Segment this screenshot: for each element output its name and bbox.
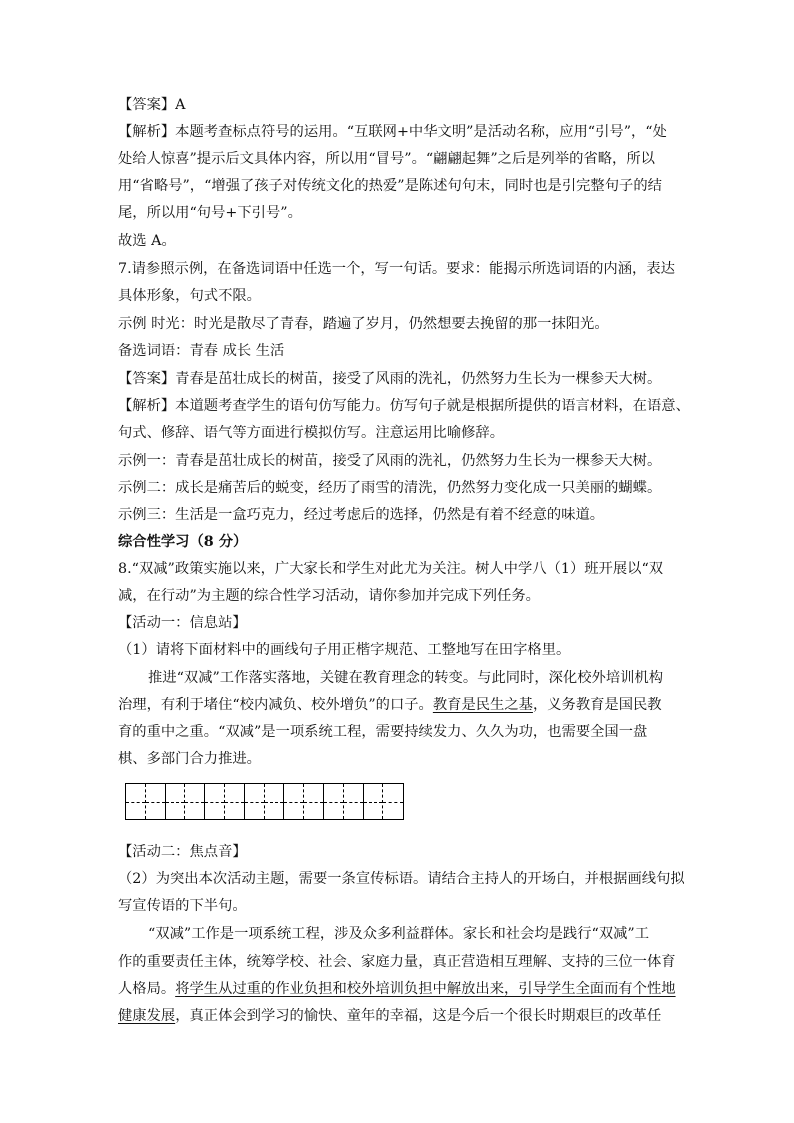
- underlined-sentence: 教育是民生之基: [432, 697, 533, 713]
- sample-3: 示例三：生活是一盒巧克力，经过考虑后的选择，仍然是有着不经意的味道。: [118, 507, 605, 523]
- activity-2-title: 【活动二：焦点音】: [118, 844, 247, 860]
- example-line: 示例 时光：时光是散尽了青春，踏遍了岁月，仍然想要去挽留的那一抹阳光。: [118, 316, 609, 332]
- analysis-6-line-3: 用“省略号”，“增强了孩子对传统文化的热爱”是陈述句句末，同时也是引完整句子的结: [118, 178, 662, 194]
- underlined-sentence-part-2: 健康发展: [118, 1008, 176, 1024]
- candidate-words: 备选词语：青春 成长 生活: [118, 343, 285, 359]
- analysis-7-line-1: 【解析】本道题考查学生的语句仿写能力。仿写句子就是根据所提供的语言材料，在语意、: [118, 398, 690, 414]
- grid-half-cell[interactable]: [166, 784, 186, 819]
- analysis-6-line-4: 尾，所以用“句号+下引号”。: [118, 205, 302, 221]
- host-speech-line-2: 作的重要责任主体，统筹学校、社会、家庭力量，真正营造相互理解、支持的三位一体育: [118, 954, 676, 970]
- grid-half-cell[interactable]: [265, 784, 285, 819]
- sample-1: 示例一：青春是茁壮成长的树苗，接受了风雨的洗礼，仍然努力生长为一棵参天大树。: [118, 453, 662, 469]
- material-line-2: 治理，有利于堵住“校内减负、校外增负”的口子。教育是民生之基，义务教育是国民教: [118, 697, 662, 713]
- question-7-line-1: 7.请参照示例，在备选词语中任选一个，写一句话。要求：能揭示所选词语的内涵，表达: [118, 261, 675, 277]
- conclusion-6: 故选 A。: [118, 233, 176, 249]
- grid-half-cell[interactable]: [245, 784, 265, 819]
- question-7-line-2: 具体形象，句式不限。: [118, 288, 261, 304]
- task-1-prompt: （1）请将下面材料中的画线句子用正楷字规范、工整地写在田字格里。: [118, 642, 571, 658]
- underlined-sentence-part-1: 将学生从过重的作业负担和校外培训负担中解放出来，引导学生全面而有个性地: [175, 981, 676, 997]
- material-line-3: 育的重中之重。“双减”是一项系统工程，需要持续发力、久久为功，也需要全国一盘: [118, 724, 648, 740]
- grid-half-cell[interactable]: [344, 784, 364, 819]
- grid-half-cell[interactable]: [185, 784, 205, 819]
- sample-2: 示例二：成长是痛苦后的蜕变，经历了雨雪的清洗，仍然努力变化成一只美丽的蝴蝶。: [118, 480, 662, 496]
- host-speech-line-3: 人格局。将学生从过重的作业负担和校外培训负担中解放出来，引导学生全面而有个性地: [118, 981, 676, 997]
- grid-half-cell[interactable]: [205, 784, 225, 819]
- material-line-1: 推进“双减”工作落实落地，关键在教育理念的转变。与此同时，深化校外培训机构: [148, 670, 664, 686]
- analysis-6-line-1: 【解析】本题考查标点符号的运用。“互联网+中华文明”是活动名称，应用“引号”，“处: [118, 124, 667, 140]
- answer-7: 【答案】青春是茁壮成长的树苗，接受了风雨的洗礼，仍然努力生长为一棵参天大树。: [118, 371, 662, 387]
- section-heading: 综合性学习（8 分）: [118, 534, 248, 550]
- grid-half-cell[interactable]: [304, 784, 324, 819]
- host-speech-line-4: 健康发展，真正体会到学习的愉快、童年的幸福，这是今后一个很长时期艰巨的改革任: [118, 1008, 662, 1024]
- grid-half-cell[interactable]: [383, 784, 403, 819]
- material-line-4: 棋、多部门合力推进。: [118, 751, 261, 767]
- answer-6-line: [118, 92, 688, 119]
- grid-half-cell[interactable]: [284, 784, 304, 819]
- analysis-6-line-2: 处给人惊喜”提示后文具体内容，所以用“冒号”。“翩翩起舞”之后是列举的省略，所以: [118, 151, 655, 167]
- answer-6: 【答案】A: [118, 97, 186, 113]
- host-speech-line-1: “双减”工作是一项系统工程，涉及众多利益群体。家长和社会均是践行“双减”工: [148, 926, 650, 942]
- task-2-prompt-line-1: （2）为突出本次活动主题，需要一条宣传标语。请结合主持人的开场白，并根据画线句拟: [118, 871, 685, 887]
- grid-half-cell[interactable]: [126, 784, 146, 819]
- grid-half-cell[interactable]: [146, 784, 166, 819]
- grid-half-cell[interactable]: [324, 784, 344, 819]
- grid-half-cell[interactable]: [225, 784, 245, 819]
- question-8-line-2: 减，在行动”为主题的综合性学习活动，请你参加并完成下列任务。: [118, 588, 540, 604]
- grid-half-cell[interactable]: [364, 784, 384, 819]
- task-2-prompt-line-2: 写宣传语的下半句。: [118, 898, 247, 914]
- tianzige-grid[interactable]: [125, 783, 404, 820]
- question-8-line-1: 8.“双减”政策实施以来，广大家长和学生对此尤为关注。树人中学八（1）班开展以“双: [118, 561, 664, 577]
- analysis-7-line-2: 句式、修辞、语气等方面进行模拟仿写。注意运用比喻修辞。: [118, 425, 505, 441]
- activity-1-title: 【活动一：信息站】: [118, 615, 247, 631]
